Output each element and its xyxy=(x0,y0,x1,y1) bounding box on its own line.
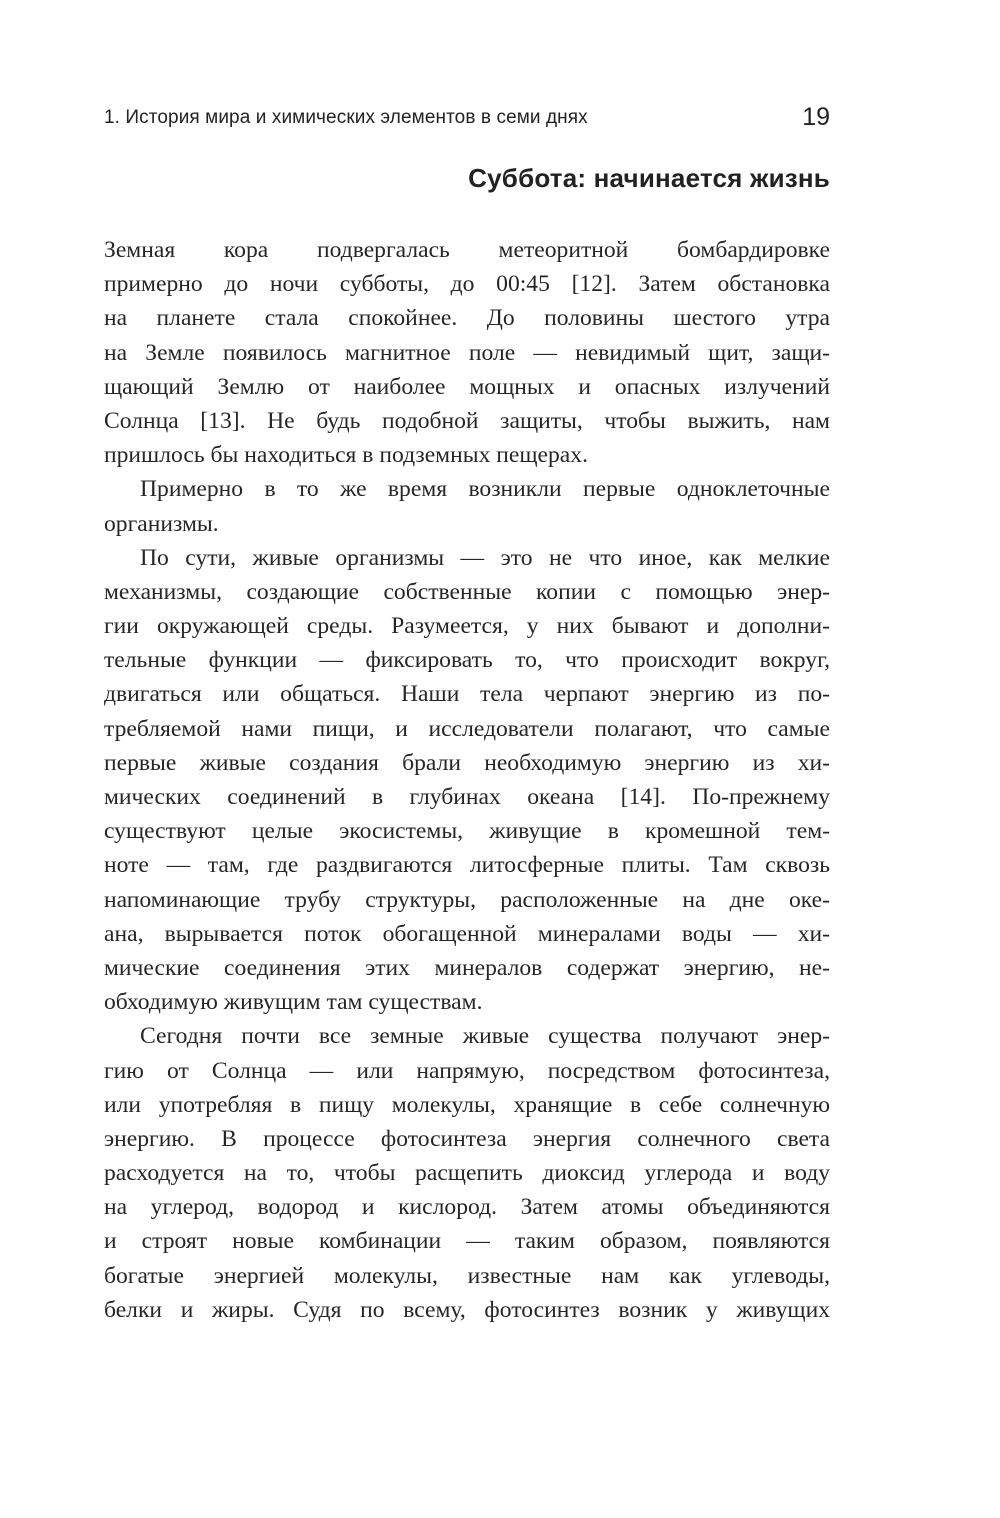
text-line: энергию. В процессе фотосинтеза энергия солнечного света xyxy=(104,1125,830,1152)
text-line: Примерно в то же время возникли первые одноклеточные xyxy=(140,476,830,503)
text-line: гию от Солнца — или напрямую, посредством фотосинтеза, xyxy=(104,1057,830,1084)
text-line: Земная кора подвергалась метеоритной бомбардировке xyxy=(104,237,830,263)
text-line: двигаться или общаться. Наши тела черпают энергию из по- xyxy=(104,681,830,708)
text-line: на углерод, водород и кислород. Затем атомы объединяются xyxy=(104,1194,830,1221)
text-line: механизмы, создающие собственные копии с помощью энер- xyxy=(104,578,830,605)
page-number: 19 xyxy=(802,103,830,131)
paragraph xyxy=(104,1019,830,1327)
text-line: белки и жиры. Судя по всему, фотосинтез возник у живущих xyxy=(104,1296,830,1323)
text-line: мические соединения этих минералов содержат энергию, не- xyxy=(104,954,830,981)
section-heading: Суббота: начинается жизнь xyxy=(468,163,830,193)
text-line: существуют целые экосистемы, живущие в кромешной тем- xyxy=(104,818,830,845)
text-line: напоминающие трубу структуры, расположенные на дне оке- xyxy=(104,886,830,913)
text-line: на Земле появилось магнитное поле — невидимый щит, защи- xyxy=(104,339,830,366)
text-line: и строят новые комбинации — таким образом, появляются xyxy=(104,1228,830,1255)
text-line: расходуется на то, чтобы расщепить диоксид углерода и воду xyxy=(104,1160,830,1187)
text-line: примерно до ночи субботы, до 00:45 [12]. Затем обстановка xyxy=(104,271,830,298)
text-line: По сути, живые организмы — это не что иное, как мелкие xyxy=(140,544,830,571)
text-line: или употребляя в пищу молекулы, хранящие в себе солнечную xyxy=(104,1091,830,1118)
paragraph xyxy=(104,233,830,472)
text-line: щающий Землю от наиболее мощных и опасных излучений xyxy=(104,373,830,400)
text-line: требляемой нами пищи, и исследователи полагают, что самые xyxy=(104,715,830,742)
text-line: пришлось бы находиться в подземных пещерах. xyxy=(104,442,588,469)
text-line: ана, вырывается поток обогащенной минералами воды — хи- xyxy=(104,920,830,947)
paragraph xyxy=(104,472,830,540)
text-line: Сегодня почти все земные живые существа получают энер- xyxy=(140,1023,830,1050)
running-header xyxy=(104,103,830,133)
text-line: организмы. xyxy=(104,510,219,537)
text-line: Солнца [13]. Не будь подобной защиты, чтобы выжить, нам xyxy=(104,407,830,434)
text-line: богатые энергией молекулы, известные нам как углеводы, xyxy=(104,1262,830,1289)
chapter-running-title: 1. История мира и химических элементов в семи днях xyxy=(104,107,588,128)
text-line: на планете стала спокойнее. До половины шестого утра xyxy=(104,305,830,332)
text-line: гии окружающей среды. Разумеется, у них бывают и дополни- xyxy=(104,613,830,640)
paragraph xyxy=(104,541,830,1020)
text-line: ноте — там, где раздвигаются литосферные плиты. Там сквозь xyxy=(104,852,830,879)
body-text xyxy=(104,233,830,1327)
text-line: первые живые создания брали необходимую энергию из хи- xyxy=(104,749,830,776)
text-line: тельные функции — фиксировать то, что происходит вокруг, xyxy=(104,647,830,674)
text-line: мических соединений в глубинах океана [14]. По-прежнему xyxy=(104,784,830,810)
text-line: обходимую живущим там существам. xyxy=(104,989,483,1016)
